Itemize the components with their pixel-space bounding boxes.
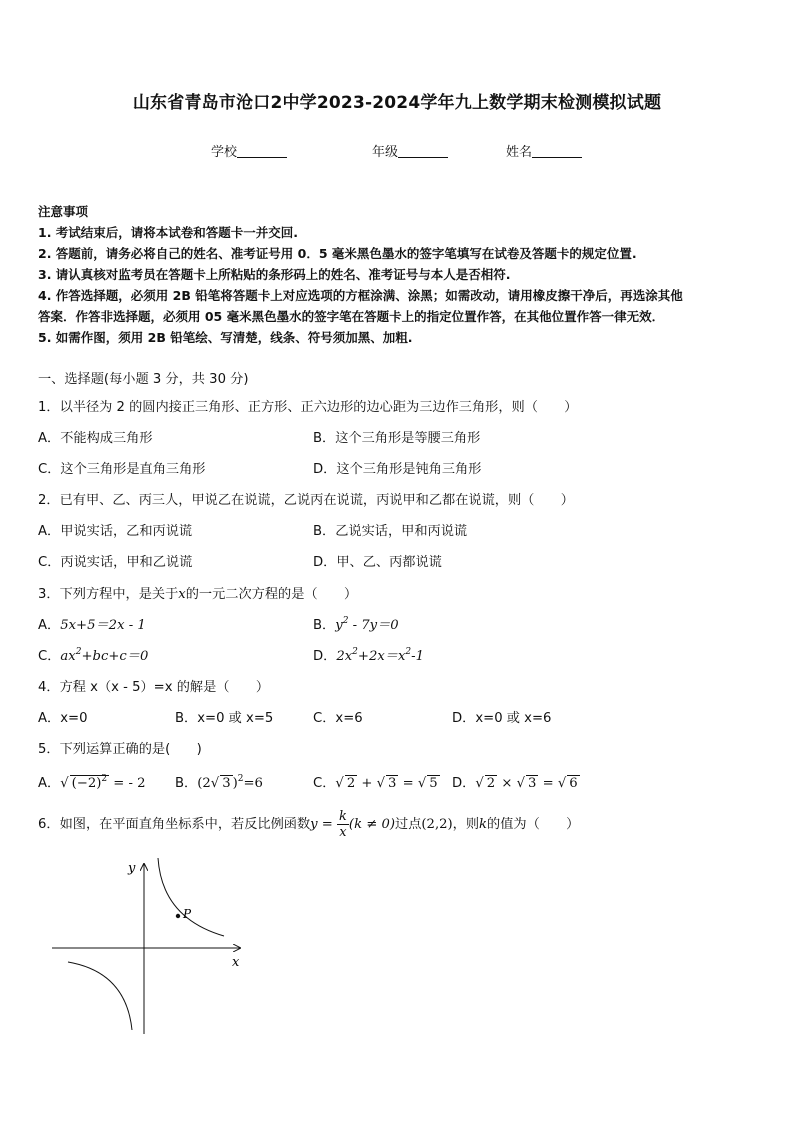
q2-option-a[interactable]: A．甲说实话，乙和丙说谎 bbox=[38, 524, 193, 539]
notice-item: 答案．作答非选择题，必须用 05 毫米黑色墨水的签字笔在答题卡上的指定位置作答，在其他位置作答一律无效． bbox=[38, 309, 665, 324]
q2-stem: 2．已有甲、乙、丙三人，甲说乙在说谎，乙说丙在说谎，丙说甲和乙都在说谎，则（ ） bbox=[38, 493, 574, 508]
section-heading: 一、选择题(每小题 3 分，共 30 分) bbox=[38, 372, 249, 387]
grade-label: 年级 bbox=[372, 145, 399, 160]
school-blank bbox=[237, 144, 287, 158]
q5-option-a[interactable]: A．√ $(-2)^2$ = - 2 bbox=[38, 774, 146, 791]
q5-stem: 5．下列运算正确的是( ) bbox=[38, 742, 202, 757]
school-label: 学校 bbox=[211, 145, 238, 160]
q1-option-b[interactable]: B．这个三角形是等腰三角形 bbox=[313, 431, 481, 446]
notice-item: 3. 请认真核对监考员在答题卡上所粘贴的条形码上的姓名、准考证号与本人是否相符. bbox=[38, 267, 511, 282]
q3-stem: 3．下列方程中，是关于x的一元二次方程的是（ ） bbox=[38, 587, 358, 602]
q6-fraction: $\frac{k}{x}$ bbox=[339, 808, 347, 840]
notice-item: 5. 如需作图，须用 2B 铅笔绘、写清楚，线条、符号须加黑、加粗. bbox=[38, 330, 413, 345]
q3-var: x bbox=[178, 587, 186, 602]
q4-option-c[interactable]: C．x=6 bbox=[313, 711, 363, 726]
q4-option-a[interactable]: A．x=0 bbox=[38, 711, 88, 726]
q5-option-b[interactable]: B．(2√ 3 )$^2$=6 bbox=[175, 774, 263, 791]
q2-option-b[interactable]: B．乙说实话，甲和丙说谎 bbox=[313, 524, 468, 539]
notice-block bbox=[38, 201, 683, 348]
q1-option-c[interactable]: C．这个三角形是直角三角形 bbox=[38, 462, 206, 477]
q3-option-d[interactable]: D．$2x^2+2x=x^2-1$ bbox=[313, 647, 425, 664]
q5-option-c[interactable]: C．√ 2 + √ 3 = √ 5 bbox=[313, 776, 438, 791]
q5-option-d[interactable]: D．√ 2 × √ 3 = √ 6 bbox=[452, 776, 578, 791]
name-field[interactable] bbox=[506, 141, 582, 160]
q6-stem: 6．如图，在平面直角坐标系中，若反比例函数y = $\frac{k}{x}$ (k ≠ 0)过点(2,2)，则k的值为（ ） bbox=[38, 808, 580, 840]
x-axis-label: x bbox=[232, 955, 240, 970]
y-axis-label: y bbox=[128, 861, 136, 876]
point-p-label: P bbox=[183, 907, 192, 921]
q4-option-d[interactable]: D．x=0 或 x=6 bbox=[452, 711, 552, 726]
q1-stem: 1．以半径为 2 的圆内接正三角形、正方形、正六边形的边心距为三边作三角形，则（ ） bbox=[38, 400, 578, 415]
school-field[interactable] bbox=[211, 141, 287, 160]
q2-option-d[interactable]: D．甲、乙、丙都说谎 bbox=[313, 555, 442, 570]
q4-stem: 4．方程 x（x - 5）=x 的解是（ ） bbox=[38, 680, 270, 695]
notice-item: 1. 考试结束后，请将本试卷和答题卡一并交回. bbox=[38, 225, 299, 240]
point-p bbox=[176, 914, 180, 918]
q4-option-b[interactable]: B．x=0 或 x=5 bbox=[175, 711, 274, 726]
notice-item: 2. 答题前，请务必将自己的姓名、准考证号用 0．5 毫米黑色墨水的签字笔填写在试卷及答题卡的规定位置. bbox=[38, 246, 637, 261]
q1-option-a[interactable]: A．不能构成三角形 bbox=[38, 431, 153, 446]
q6-figure bbox=[40, 850, 260, 1040]
notice-item: 4. 作答选择题，必须用 2B 铅笔将答题卡上对应选项的方框涂满、涂黑；如需改动，请用橡皮擦干净后，再选涂其他 bbox=[38, 288, 683, 303]
name-label: 姓名 bbox=[506, 145, 533, 160]
hyperbola-branch-1 bbox=[158, 858, 224, 936]
q1-option-d[interactable]: D．这个三角形是钝角三角形 bbox=[313, 462, 482, 477]
notice-heading: 注意事项 bbox=[38, 204, 89, 219]
page-title: 山东省青岛市沧口2中学2023-2024学年九上数学期末检测模拟试题 bbox=[132, 93, 662, 113]
grade-blank bbox=[398, 144, 448, 158]
q3-option-b[interactable]: B．$y^2 - 7y=0$ bbox=[313, 616, 399, 633]
q3-option-a[interactable]: A．5x+5＝2x - 1 bbox=[38, 618, 146, 633]
q2-option-c[interactable]: C．丙说实话，甲和乙说谎 bbox=[38, 555, 193, 570]
name-blank bbox=[532, 144, 582, 158]
hyperbola-branch-2 bbox=[68, 962, 132, 1030]
q3-option-c[interactable]: C．$ax^2+bc+c=0$ bbox=[38, 647, 149, 664]
grade-field[interactable] bbox=[372, 141, 448, 160]
